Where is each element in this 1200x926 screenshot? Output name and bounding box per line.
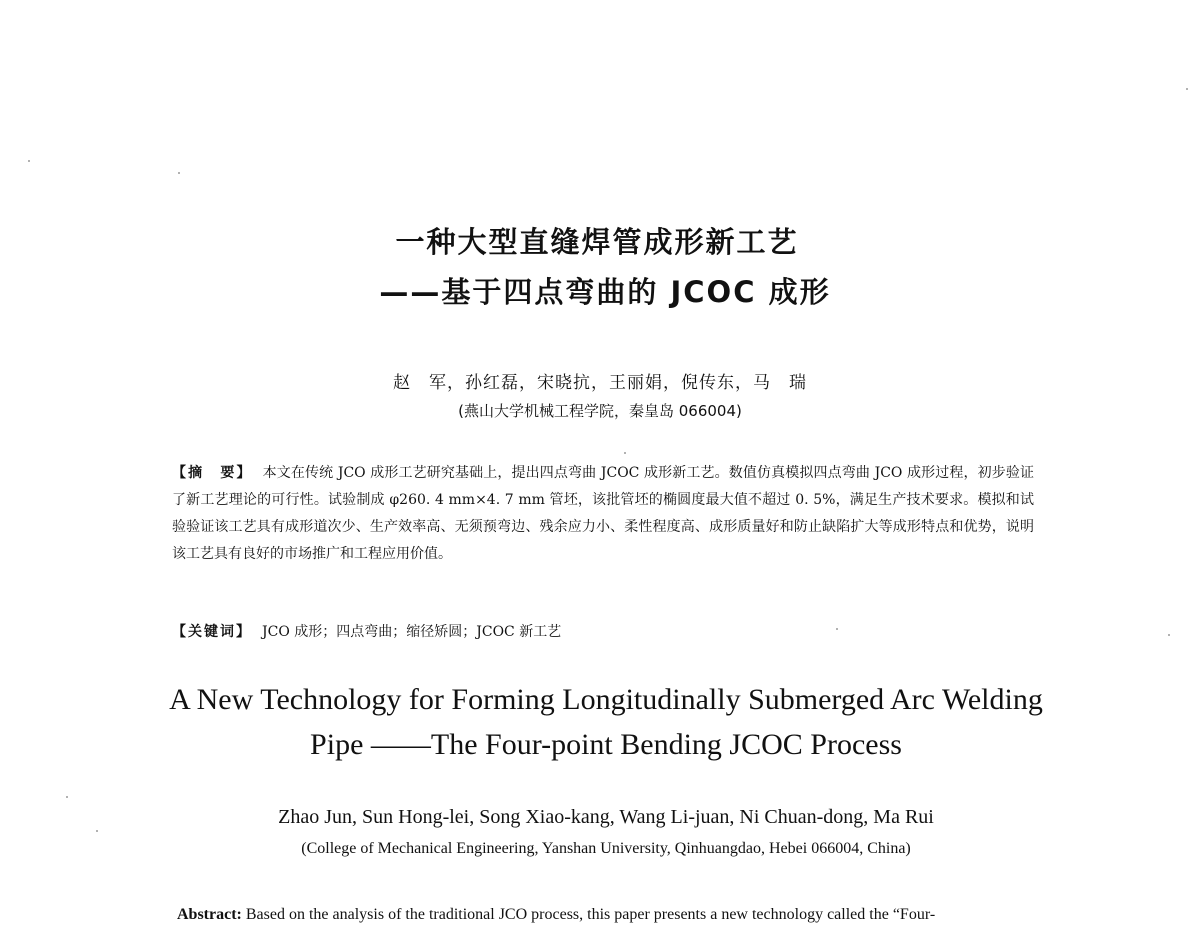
scan-speck xyxy=(178,172,180,174)
scan-speck xyxy=(96,830,98,832)
abstract-en xyxy=(177,904,1037,926)
abstract-cn-text: 本文在传统 JCO 成形工艺研究基础上，提出四点弯曲 JCOC 成形新工艺。数值仿真模拟四点弯曲 JCO 成形过程，初步验证了新工艺理论的可行性。试验制成 φ260. 4 mm×4. 7 mm 管坯，该批管坯的椭圆度最大值不超过 0. 5%，满足生产技术要求。模拟和试验验证该工艺具有成形道次少、生产效率高、无须预弯边、残余应力小、柔性程度高、成形质量好和防止缺陷扩大等成形特点和优势，说明该工艺具有良好的市场推广和工程应用价值。 xyxy=(172,465,1034,562)
affiliation-en: (College of Mechanical Engineering, Yanshan University, Qinhuangdao, Hebei 066004, China) xyxy=(301,840,911,857)
title-cn-line1: 一种大型直缝焊管成形新工艺 xyxy=(395,225,799,259)
title-en-line2: Pipe ——The Four-point Bending JCOC Process xyxy=(310,728,902,761)
authors-en: Zhao Jun, Sun Hong-lei, Song Xiao-kang, Wang Li-juan, Ni Chuan-dong, Ma Rui xyxy=(278,806,934,828)
authors-cn: 赵 军，孙红磊，宋晓抗，王丽娟，倪传东，马 瑞 xyxy=(393,373,807,393)
keywords-cn xyxy=(172,620,1034,644)
abstract-en-label: Abstract: xyxy=(177,906,242,923)
keywords-cn-text: JCO 成形；四点弯曲；缩径矫圆；JCOC 新工艺 xyxy=(262,624,562,640)
scan-speck xyxy=(66,796,68,798)
scan-speck xyxy=(1186,88,1188,90)
scan-speck xyxy=(624,452,626,454)
keywords-cn-label: 【关键词】 xyxy=(172,624,252,640)
abstract-en-text: Based on the analysis of the traditional JCO process, this paper presents a new technology called the “Four- xyxy=(245,906,936,923)
abstract-cn-label: 【摘 要】 xyxy=(172,465,253,481)
scan-speck xyxy=(28,160,30,162)
title-cn-line2: ——基于四点弯曲的 JCOC 成形 xyxy=(379,275,831,309)
scan-speck xyxy=(1168,634,1170,636)
abstract-cn xyxy=(172,460,1034,568)
title-en-line1: A New Technology for Forming Longitudinally Submerged Arc Welding xyxy=(169,683,1043,716)
affiliation-cn: (燕山大学机械工程学院，秦皇岛 066004) xyxy=(458,402,742,420)
